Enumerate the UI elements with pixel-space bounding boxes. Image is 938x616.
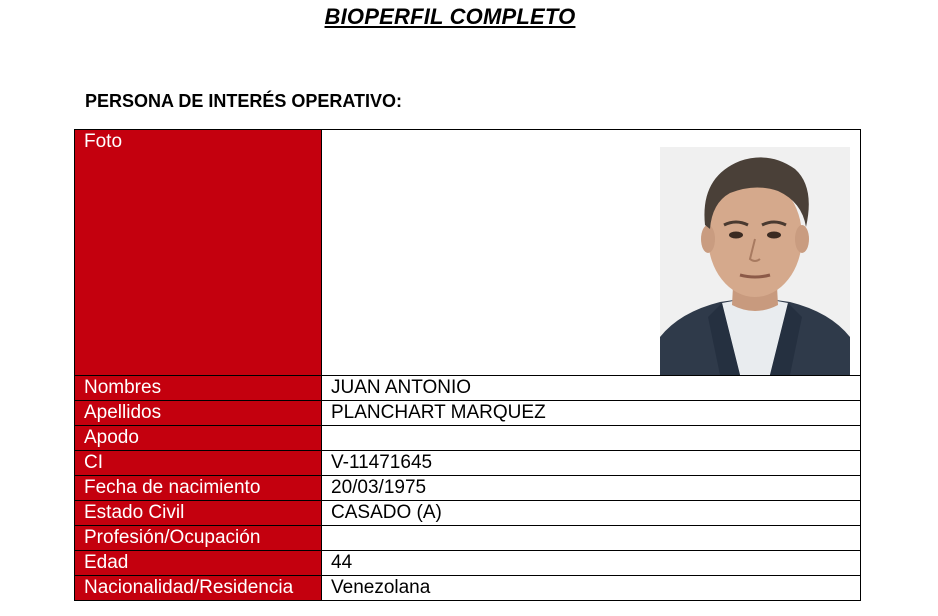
table-row — [75, 576, 861, 601]
row-value — [322, 526, 861, 551]
row-label: Apellidos — [75, 401, 322, 426]
table-row — [75, 476, 861, 501]
row-value: PLANCHART MARQUEZ — [322, 401, 861, 426]
person-portrait-icon — [660, 147, 850, 375]
row-label: Profesión/Ocupación — [75, 526, 322, 551]
table-row — [75, 401, 861, 426]
row-value: 20/03/1975 — [322, 476, 861, 501]
table-row — [75, 451, 861, 476]
row-label: Nacionalidad/Residencia — [75, 576, 322, 601]
row-label: Nombres — [75, 376, 322, 401]
table-row — [75, 426, 861, 451]
row-value: JUAN ANTONIO — [322, 376, 861, 401]
row-value: 44 — [322, 551, 861, 576]
row-value: Venezolana — [322, 576, 861, 601]
photo-row — [75, 130, 861, 376]
profile-table — [74, 129, 861, 601]
row-label: Edad — [75, 551, 322, 576]
row-label: Apodo — [75, 426, 322, 451]
table-row — [75, 526, 861, 551]
row-label: Estado Civil — [75, 501, 322, 526]
table-row — [75, 551, 861, 576]
photo-label: Foto — [75, 130, 322, 376]
photo-cell — [322, 130, 861, 376]
row-label: CI — [75, 451, 322, 476]
document-title: BIOPERFIL COMPLETO — [324, 4, 576, 29]
row-value: CASADO (A) — [322, 501, 861, 526]
table-row — [75, 376, 861, 401]
section-heading: PERSONA DE INTERÉS OPERATIVO: — [85, 91, 403, 111]
row-label: Fecha de nacimiento — [75, 476, 322, 501]
row-value — [322, 426, 861, 451]
row-value: V-11471645 — [322, 451, 861, 476]
table-row — [75, 501, 861, 526]
